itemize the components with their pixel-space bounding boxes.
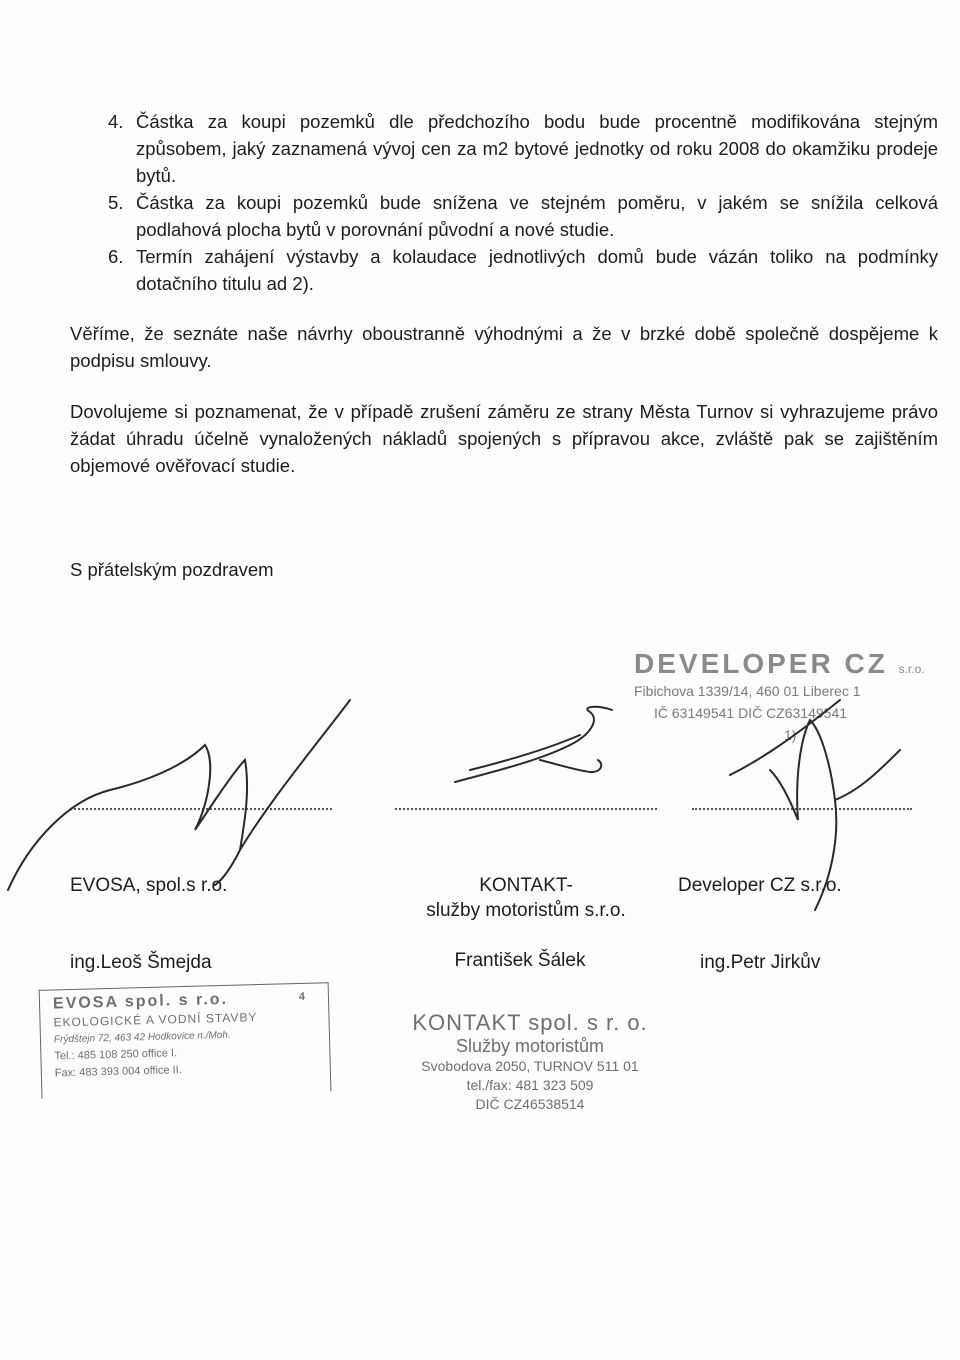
signatory-company-evosa: EVOSA, spol.s r.o.: [70, 875, 228, 896]
evosa-stamp-fax: Fax: 483 393 004 office II.: [54, 1064, 182, 1080]
kontakt-stamp-subtitle: Služby motoristům: [455, 1036, 605, 1056]
item-number: 5.: [108, 192, 124, 213]
evosa-stamp-title: EVOSA spol. s r.o.: [52, 990, 229, 1013]
signatory-name-kontakt: František Šálek: [454, 950, 586, 971]
item-text: Částka za koupi pozemků bude snížena ve stejném poměru, v jakém se snížila celková podlahová plocha bytů v porovnání původní a nové studie.: [136, 192, 938, 240]
item-text: Termín zahájení výstavby a kolaudace jednotlivých domů bude vázán toliko na podmínky dotačního titulu ad 2).: [136, 246, 938, 294]
item-number: 6.: [108, 246, 124, 267]
kontakt-stamp-phone: tel./fax: 481 323 509: [466, 1077, 594, 1093]
paragraph-reservation: Dovolujeme si poznamenat, že v případě zrušení záměru ze strany Města Turnov si vyhrazujeme právo žádat úhradu účelně vynaložených nákladů spojených s přípravou akce, zvláště pak se zajištěním objemové ověřovací studie.: [70, 401, 938, 476]
greeting: S přátelským pozdravem: [70, 559, 274, 580]
developer-logo: DEVELOPER CZ s.r.o.: [634, 648, 925, 679]
kontakt-stamp-vat: DIČ CZ46538514: [475, 1096, 585, 1112]
item-number: 4.: [108, 111, 124, 132]
signatory-company-developer: Developer CZ s.r.o.: [678, 875, 842, 896]
kontakt-stamp-title: KONTAKT spol. s r. o.: [412, 1010, 648, 1035]
developer-note: 1): [784, 727, 797, 743]
paragraph-agreement: Věříme, že seznáte naše návrhy oboustranně výhodnými a že v brzké době společně dospějeme k podpisu smlouvy.: [70, 323, 938, 371]
kontakt-stamp-address: Svobodova 2050, TURNOV 511 01: [421, 1058, 639, 1074]
kontakt-stamp: [380, 1010, 680, 1114]
developer-ids: IČ 63149541 DIČ CZ63149541: [654, 705, 848, 721]
signatory-company-kontakt: KONTAKT- služby motoristům s.r.o.: [426, 875, 626, 921]
evosa-stamp-subtitle: EKOLOGICKÉ A VODNÍ STAVBY: [53, 1010, 258, 1030]
developer-address: Fibichova 1339/14, 460 01 Liberec 1: [634, 683, 861, 699]
item-text: Částka za koupi pozemků dle předchozího bodu bude procentně modifikována stejným způsobem, jaký zaznamená vývoj cen za m2 bytové jednotky od roku 2008 do okamžiku prodeje bytů.: [136, 111, 938, 186]
evosa-stamp-address: Frýdštejn 72, 463 42 Hodkovice n./Moh.: [53, 1029, 231, 1046]
evosa-stamp-tel: Tel.: 485 108 250 office I.: [54, 1047, 178, 1063]
evosa-stamp-mark: 4: [298, 990, 306, 1004]
evosa-stamp: [39, 976, 332, 1102]
signatory-name-developer: ing.Petr Jirkův: [700, 952, 821, 973]
signatory-name-evosa: ing.Leoš Šmejda: [70, 952, 212, 973]
